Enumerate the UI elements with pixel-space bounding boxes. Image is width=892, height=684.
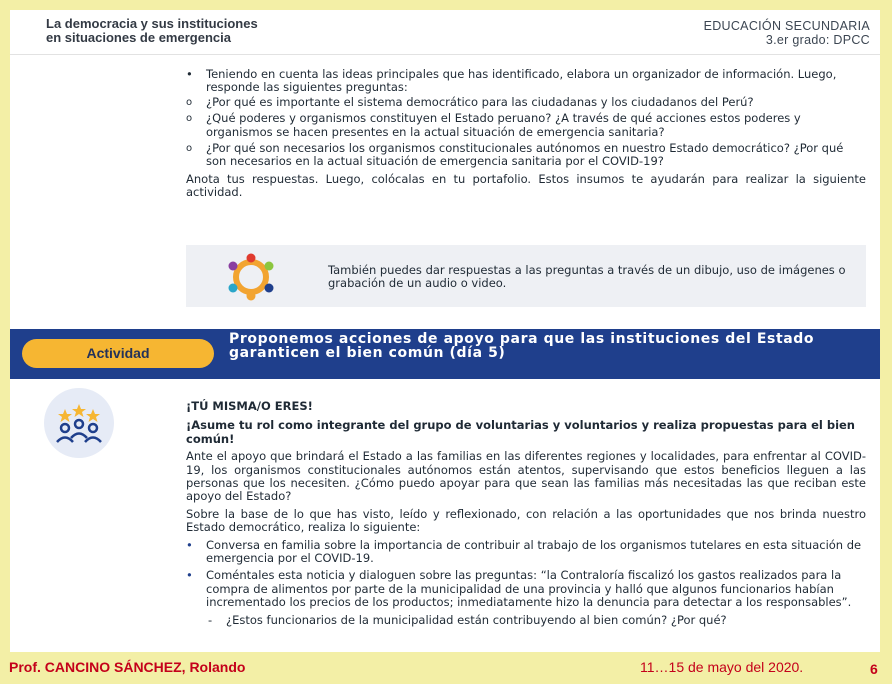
volunteers-section — [186, 400, 866, 627]
header-title-line2: en situaciones de emergencia — [46, 30, 231, 45]
footer-author: Prof. CANCINO SÁNCHEZ, Rolando — [9, 659, 246, 675]
list-item — [186, 569, 866, 609]
question-item — [186, 96, 866, 109]
sub-marker: o — [186, 143, 193, 155]
note-box — [186, 245, 866, 307]
bullet-marker: • — [186, 568, 193, 583]
bullet-marker: • — [186, 67, 193, 81]
sub-marker: o — [186, 96, 193, 108]
bullet-item-intro — [186, 68, 866, 169]
dash-item-text: ¿Estos funcionarios de la municipalidad están contribuyendo al bien común? ¿Por qué? — [226, 612, 727, 627]
sub-marker: o — [186, 113, 193, 125]
header-grade: 3.er grado: DPCC — [765, 33, 870, 47]
question-item — [186, 142, 866, 169]
section-heading: ¡TÚ MISMA/O ERES! — [186, 399, 313, 413]
role-text: ¡Asume tu rol como integrante del grupo de voluntarias y voluntarios y realiza propuestas para el bien común! — [186, 418, 855, 446]
list-item-text: Coméntales esta noticia y dialoguen sobre las preguntas: “la Contraloría fiscalizó los gastos realizados para la compra de alimentos por parte de la municipalidad de una provincia y halló que algunos funcionarios habían incrementado los precios de los productos; inmediatamente hizo la denuncia para detectar a los responsables”. — [206, 568, 852, 610]
question-item — [186, 112, 866, 139]
page-header-title — [46, 17, 258, 45]
page-header-grade — [704, 19, 870, 47]
list-item-text: Conversa en familia sobre la importancia de contribuir al trabajo de los organismos tutelares en esta situación de emergencia por el COVID-19. — [206, 537, 862, 566]
activity-banner — [10, 329, 880, 379]
dash-marker: - — [208, 612, 213, 627]
volunteers-stars-graphic — [44, 388, 114, 458]
header-level: EDUCACIÓN SECUNDARIA — [703, 19, 870, 33]
header-title-line1: La democracia y sus instituciones — [46, 16, 258, 31]
closing-text: Anota tus respuestas. Luego, colócalas en tu portafolio. Estos insumos te ayudarán para realizar la siguiente actividad. — [186, 171, 866, 200]
people-circle-icon — [216, 253, 286, 301]
worksheet-page — [10, 10, 880, 652]
list-item — [186, 539, 866, 566]
question-text: ¿Por qué es importante el sistema democrático para las ciudadanas y los ciudadanos del Perú? — [206, 94, 754, 109]
paragraph-1: Ante el apoyo que brindará el Estado a las familias en las diferentes regiones y localidades, para enfrentar al COVID-19, los organismos constitucionales autónomos están atentos, supervisando que estos beneficios lleguen a las personas que los necesiten. ¿Cómo puedo apoyar para que sean las familias más necesitadas las que reciban este apoyo del Estado? — [186, 449, 866, 504]
activity-badge: Actividad — [22, 339, 214, 368]
dash-item — [186, 614, 866, 627]
intro-text: Teniendo en cuenta las ideas principales que has identificado, elabora un organizador de información. Luego, responde las siguientes preguntas: — [206, 67, 837, 95]
header-divider — [10, 54, 880, 55]
volunteers-stars-icon — [44, 388, 114, 458]
paragraph-2: Sobre la base de lo que has visto, leído y reflexionado, con relación a las oportunidades que nos brinda nuestro Estado democrático, realiza lo siguiente: — [186, 506, 866, 535]
questions-section — [186, 68, 866, 200]
activity-title: Proponemos acciones de apoyo para que las instituciones del Estado garanticen el bien común (día 5) — [229, 331, 815, 361]
footer-date: 11…15 de mayo del 2020. — [640, 659, 804, 675]
page-number: 6 — [870, 661, 878, 677]
question-text: ¿Qué poderes y organismos constituyen el Estado peruano? ¿A través de qué acciones estos poderes y organismos se hacen presentes en la actual situación de emergencia sanitaria? — [206, 111, 801, 139]
question-text: ¿Por qué son necesarios los organismos constitucionales autónomos en nuestro Estado democrático? ¿Por qué son necesarios en la actual situación de emergencia sanitaria por el COVID-19? — [206, 141, 844, 169]
note-text: También puedes dar respuestas a las preguntas a través de un dibujo, uso de imágenes o grabación de un audio o video. — [328, 263, 846, 291]
bullet-marker: • — [186, 537, 193, 552]
